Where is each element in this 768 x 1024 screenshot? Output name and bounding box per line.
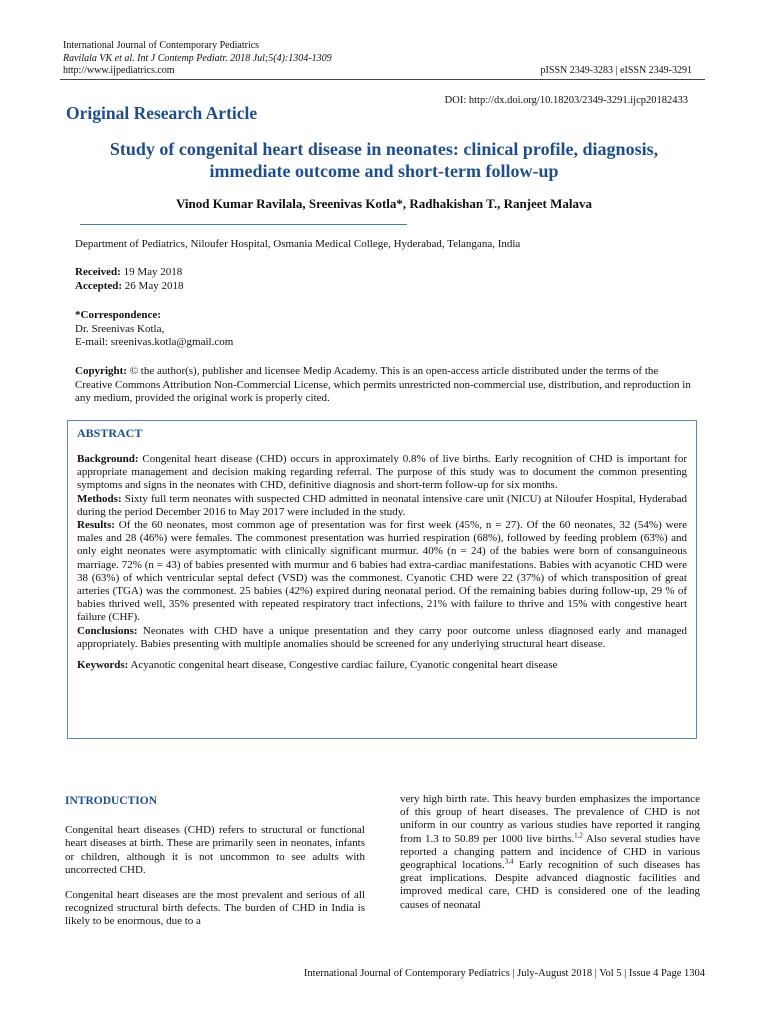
correspondence: [75, 309, 233, 350]
intro-paragraph-1: Congenital heart diseases (CHD) refers to structural or functional heart diseases at birth. These are primarily seen in neonates, infants or children, although it is not uncommon to see adults with uncorrected CHD.: [65, 824, 365, 876]
introduction-heading: INTRODUCTION: [65, 795, 158, 807]
affiliation: Department of Pediatrics, Niloufer Hospital, Osmania Medical College, Hyderabad, Telangana, India: [75, 238, 521, 250]
citation-ref-3-4[interactable]: 3,4: [504, 857, 514, 866]
accepted-date: 26 May 2018: [124, 279, 184, 292]
correspondence-name: Dr. Sreenivas Kotla,: [75, 322, 165, 335]
intro-text-c: Early recognition of such diseases has great implications. Despite advanced diagnostic facilities and improved medical care, CHD is considered one of the leading causes of neonatal: [400, 859, 700, 911]
authors: Vinod Kumar Ravilala, Sreenivas Kotla*, Radhakishan T., Ranjeet Malava: [175, 196, 593, 211]
abstract-background: [77, 453, 687, 493]
keywords-text: Acyanotic congenital heart disease, Congestive cardiac failure, Cyanotic congenital heart disease: [130, 659, 558, 672]
copyright-label: Copyright:: [75, 365, 127, 377]
author-rule: [80, 224, 407, 225]
conclusions-text: Neonates with CHD have a unique presentation and they carry poor outcome unless diagnosed early and managed appropriately. Babies presenting with multiple anomalies should be screened for any underlying structural heart disease.: [77, 624, 687, 650]
methods-text: Sixty full term neonates with suspected CHD admitted in neonatal intensive care unit (NICU) at Niloufer Hospital, Hyderabad during the period December 2016 to May 2017 were included in the study.: [77, 492, 687, 518]
intro-paragraph-2: Congenital heart diseases are the most prevalent and serious of all recognized structural birth defects. The burden of CHD in India is likely to be enormous, due to a: [65, 889, 365, 928]
intro-text-b: Also several studies have reported a changing pattern and incidence of CHD in various geographical locations.: [400, 832, 700, 872]
methods-label: Methods:: [77, 492, 122, 505]
correspondence-email[interactable]: E-mail: sreenivas.kotla@gmail.com: [75, 336, 234, 348]
column-right: [400, 793, 700, 924]
keywords-label: Keywords:: [77, 659, 129, 672]
conclusions-label: Conclusions:: [77, 624, 138, 637]
citation: Ravilala VK et al. Int J Contemp Pediatr. 2018 Jul;5(4):1304-1309: [63, 52, 332, 64]
abstract-methods: [77, 493, 687, 519]
abstract-results: [77, 519, 687, 625]
abstract-conclusions: [77, 625, 687, 651]
column-left: [65, 795, 365, 941]
journal-header: [63, 40, 332, 78]
issn: pISSN 2349-3283 | eISSN 2349-3291: [540, 65, 692, 76]
doi-link[interactable]: DOI: http://dx.doi.org/10.18203/2349-3291.ijcp20182433: [444, 95, 688, 106]
copyright: [75, 365, 695, 406]
page-footer: International Journal of Contemporary Pediatrics | July-August 2018 | Vol 5 | Issue 4 Page 1304: [303, 968, 705, 979]
abstract-box: [67, 420, 697, 739]
results-label: Results:: [77, 519, 115, 532]
dates: [75, 266, 183, 293]
abstract-heading: ABSTRACT: [77, 426, 143, 440]
intro-paragraph-3: [400, 793, 700, 912]
title-line-1: Study of congenital heart disease in neonates: clinical profile, diagnosis,: [109, 139, 659, 159]
article-title: [50, 138, 718, 182]
header-rule: [60, 79, 705, 80]
journal-name: International Journal of Contemporary Pediatrics: [63, 40, 260, 51]
background-label: Background:: [77, 453, 139, 465]
copyright-text: © the author(s), publisher and licensee Medip Academy. This is an open-access article distributed under the terms of the Creative Commons Attribution Non-Commercial License, which permits unrestricted non-commercial use, distribution, and reproduction in any medium, provided the original work is properly cited.: [75, 365, 691, 404]
results-text: Of the 60 neonates, most common age of presentation was for first week (45%, n = 27). Of the 60 neonates, 32 (54%) were males and 28 (46%) were females. The commonest presentation was hurried respiration (68%), followed by feeding problem (63%) and only eight neonates were asymptomatic with clinically significant murmur. 40% (n = 24) of the babies were born of consanguineous marriage. 72% (n = 43) of babies presented with murmur and 6 babies had extra-cardiac manifestations. Babies with acyanotic CHD were 38 (63%) of which ventricular septal defect (VSD) was the commonest. Cyanotic CHD were 22 (37%) of which transposition of great arteries (TGA) was the commonest. 25 babies (42%) expired during neonatal period. Of the remaining babies during follow-up, 29 % of babies thrived well, 35% presented with repeated respiratory tract infections, 21% with failure to thrive and 15% with congestive heart failure (CHF).: [77, 519, 687, 624]
received-label: Received:: [75, 266, 121, 278]
intro-text-a: very high birth rate. This heavy burden emphasizes the importance of this group of heart diseases. The prevalence of CHD is not uniform in our country as various studies have reported it ranging from 1.3 to 50.89 per 1000 live births.: [400, 793, 700, 845]
article-type: Original Research Article: [66, 103, 258, 123]
accepted-label: Accepted:: [75, 279, 123, 292]
citation-ref-1-2[interactable]: 1,2: [574, 830, 583, 839]
background-text: Congenital heart disease (CHD) occurs in approximately 0.8% of live births. Early recognition of CHD is important for appropriate management and decision making regarding referral. The purpose of this study was to document the common presenting symptoms and signs in the neonates with CHD, definitive diagnosis and short-term follow-up for six months.: [77, 453, 687, 492]
title-line-2: immediate outcome and short-term follow-up: [209, 161, 559, 181]
abstract-keywords: [77, 659, 687, 672]
received-date: 19 May 2018: [123, 266, 183, 278]
correspondence-label: *Correspondence:: [75, 309, 161, 321]
journal-url[interactable]: http://www.ijpediatrics.com: [63, 65, 175, 76]
